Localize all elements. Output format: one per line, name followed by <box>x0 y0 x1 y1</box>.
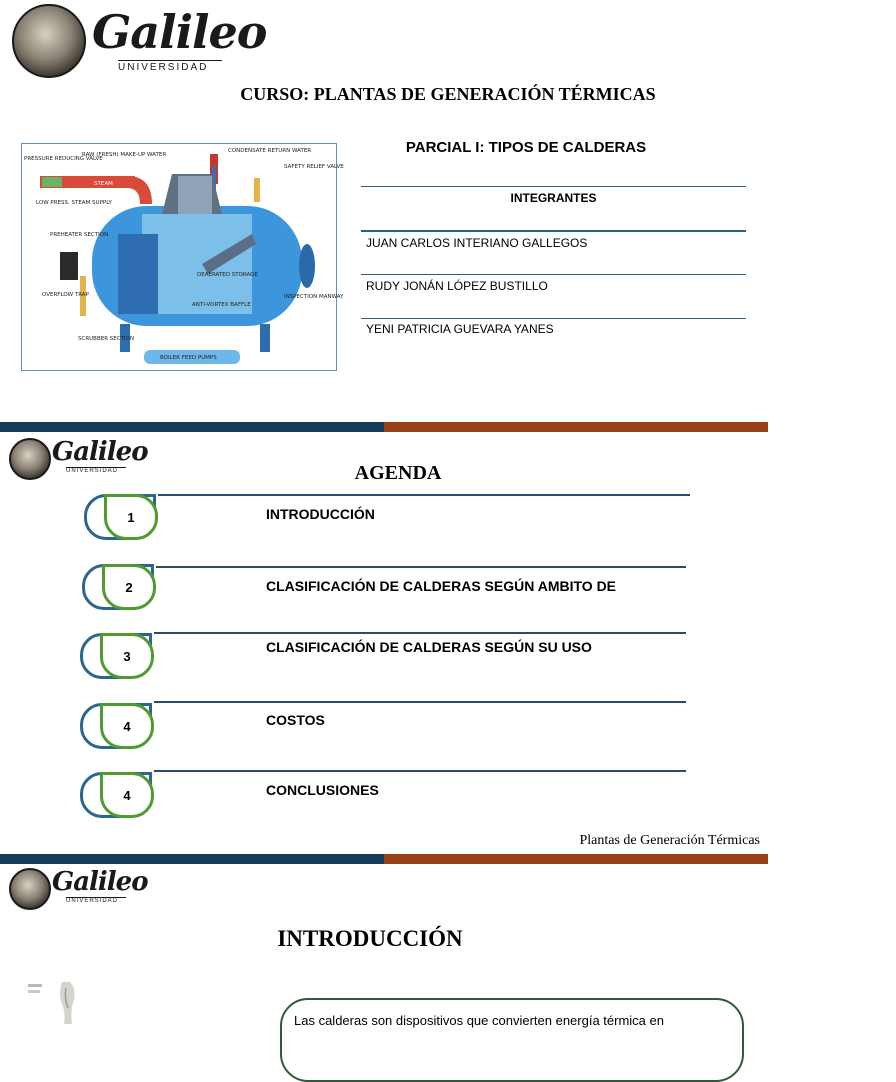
member-1: JUAN CARLOS INTERIANO GALLEGOS <box>366 236 588 250</box>
label-overflow: OVERFLOW TRAP <box>42 292 89 298</box>
logo-subtitle: UNIVERSIDAD <box>118 60 222 73</box>
logo-subtitle: UNIVERSIDAD <box>66 897 126 904</box>
intro-title: INTRODUCCIÓN <box>277 926 463 951</box>
slide-2-footer-bar-rust <box>384 854 768 864</box>
agenda-item-label: CLASIFICACIÓN DE CALDERAS SEGÚN SU USO <box>266 639 592 655</box>
galileo-medal-logo <box>9 868 51 910</box>
slide-1-footer-bar-navy <box>0 422 384 432</box>
members-header: INTEGRANTES <box>510 191 597 205</box>
slide-1-footer-bar-rust <box>384 422 768 432</box>
slide-2-footer-bar-navy <box>0 854 384 864</box>
agenda-item-label: INTRODUCCIÓN <box>266 506 375 522</box>
intro-text-box <box>280 998 744 1082</box>
agenda-line <box>154 701 686 703</box>
member-divider-2 <box>361 318 746 319</box>
member-divider-1 <box>361 274 746 275</box>
label-antivortex: ANTI-VORTEX BAFFLE <box>192 302 251 308</box>
logo-subtitle: UNIVERSIDAD <box>66 467 126 474</box>
label-steam: STEAM <box>94 181 113 187</box>
exam-title: PARCIAL I: TIPOS DE CALDERAS <box>405 139 647 156</box>
label-scrubber: SCRUBBER SECTION <box>78 336 135 342</box>
agenda-number-badge: 3 <box>100 633 154 679</box>
intro-illustration <box>28 980 78 1024</box>
label-pressure: PRESSURE REDUCING VALVE <box>24 156 103 162</box>
agenda-item-label: COSTOS <box>266 712 325 728</box>
galileo-medal-logo <box>12 4 86 78</box>
slide-footer-text: Plantas de Generación Térmicas <box>579 833 760 848</box>
logo-wordmark: Galileo <box>52 437 148 467</box>
agenda-title: AGENDA <box>354 462 442 484</box>
agenda-number-badge: 1 <box>104 494 158 540</box>
slide-1 <box>0 0 768 422</box>
member-2: RUDY JONÁN LÓPEZ BUSTILLO <box>366 279 548 293</box>
intro-text: Las calderas son dispositivos que convierten energía térmica en <box>294 1013 664 1028</box>
slide-2 <box>0 432 768 854</box>
agenda-line <box>156 566 686 568</box>
label-condensate: CONDENSATE RETURN WATER <box>228 148 312 154</box>
member-3: YENI PATRICIA GUEVARA YANES <box>366 322 554 336</box>
logo-wordmark: Galileo <box>52 867 148 897</box>
slide-3 <box>0 864 768 1028</box>
agenda-item-label: CLASIFICACIÓN DE CALDERAS SEGÚN AMBITO DE <box>266 578 617 594</box>
agenda-number-badge: 4 <box>100 772 154 818</box>
members-top-line <box>361 186 746 187</box>
boiler-diagram <box>21 143 344 371</box>
members-header-line <box>361 230 746 232</box>
agenda-line <box>158 494 690 496</box>
agenda-line <box>154 632 686 634</box>
agenda-line <box>154 770 686 772</box>
label-deaerated: DEAERATED STORAGE <box>197 272 258 278</box>
agenda-number-badge: 2 <box>102 564 156 610</box>
label-low-press: LOW PRESS. STEAM SUPPLY <box>36 200 112 206</box>
label-inspection: INSPECTION MANWAY <box>284 294 344 300</box>
agenda-item-label: CONCLUSIONES <box>266 782 379 798</box>
label-preheater: PREHEATER SECTION <box>50 232 109 238</box>
label-raw-water: RAW (FRESH) MAKE-UP WATER <box>82 152 167 158</box>
agenda-number-badge: 4 <box>100 703 154 749</box>
label-safety: SAFETY RELIEF VALVE <box>284 164 344 170</box>
logo-wordmark: Galileo <box>92 5 267 59</box>
course-title: CURSO: PLANTAS DE GENERACIÓN TÉRMICAS <box>240 84 656 104</box>
label-feed-pumps: BOILER FEED PUMPS <box>160 355 217 361</box>
